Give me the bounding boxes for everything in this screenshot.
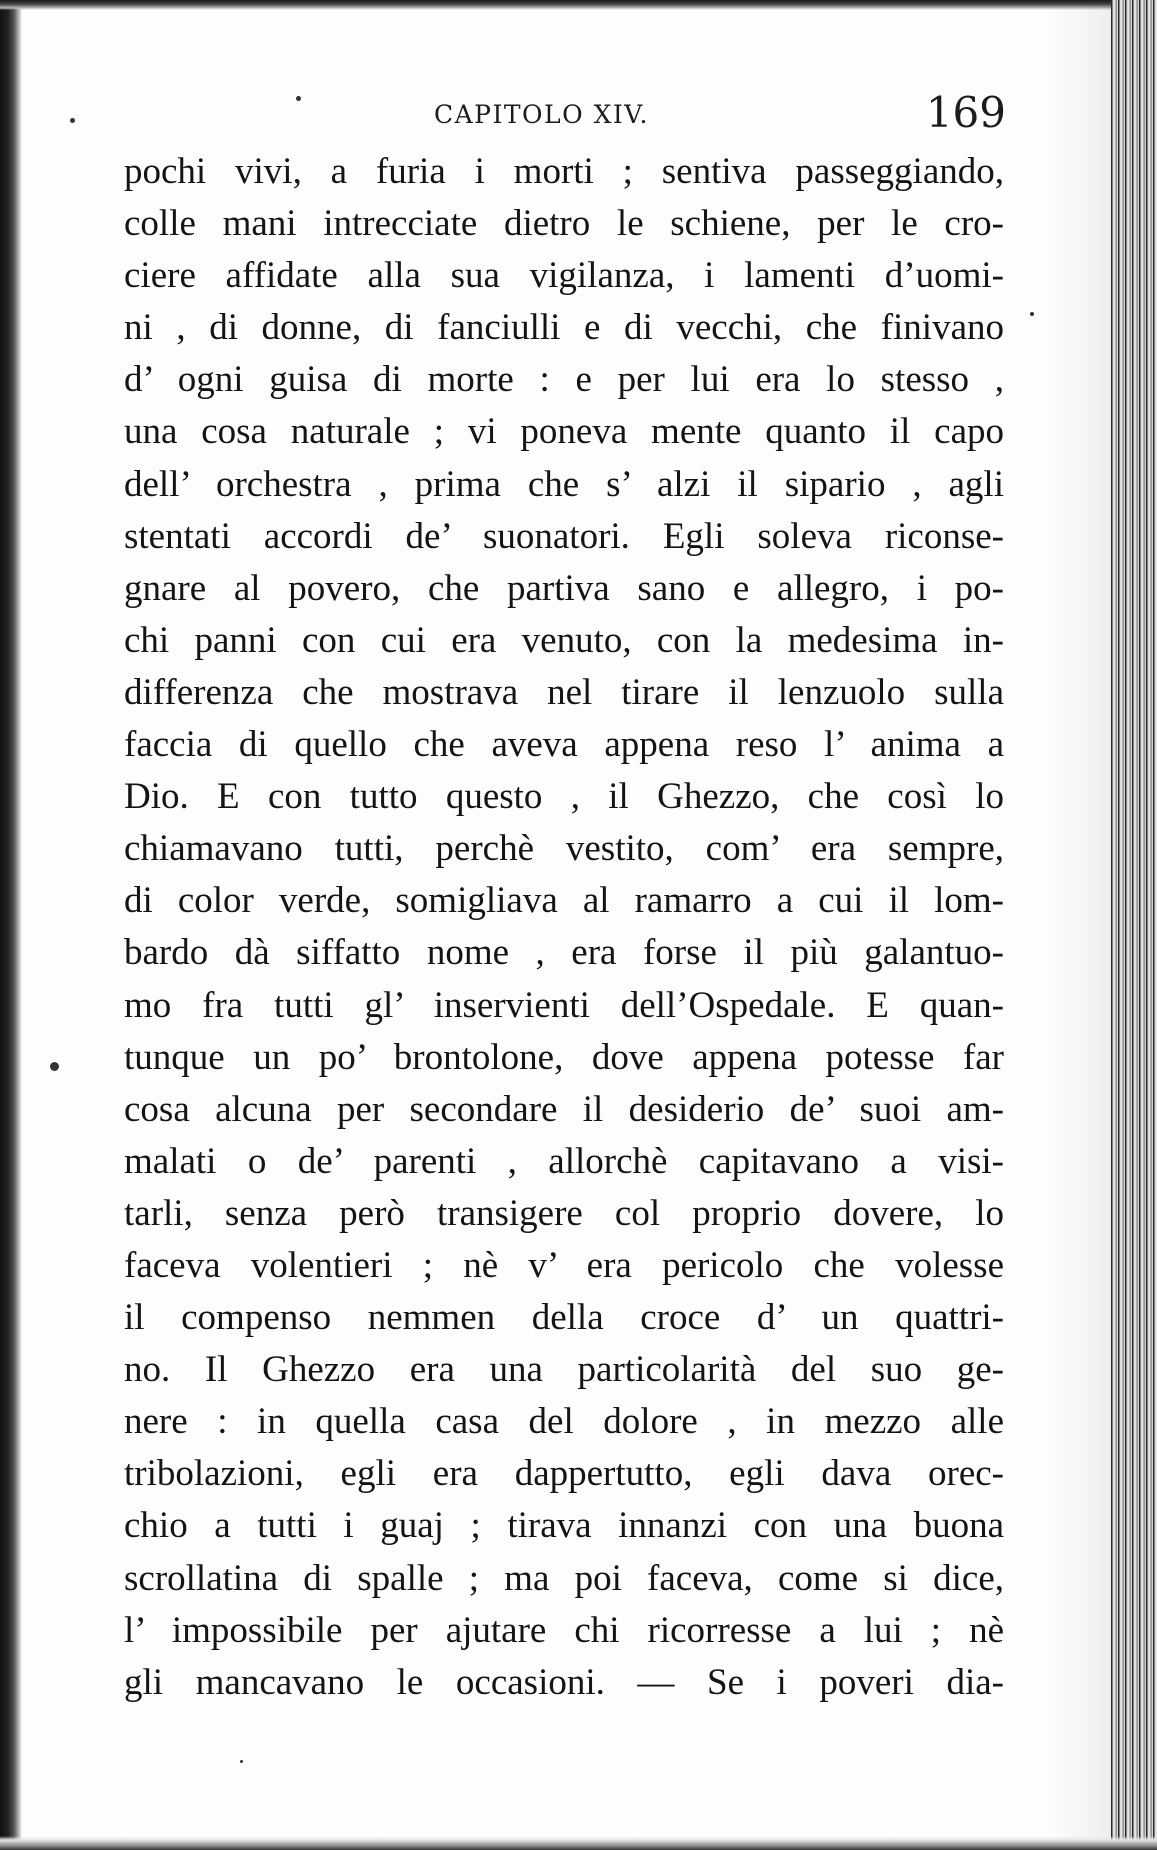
running-head: CAPITOLO XIV. [434,100,649,129]
text-line: gnare al povero, che partiva sano e allegro, i po- [124,567,1004,609]
text-line: di color verde, somigliava al ramarro a cui il lom- [124,880,1004,922]
text-line: stentati accordi de’ suonatori. Egli soleva riconse- [124,515,1004,557]
page-header [126,88,1006,138]
text-line: pochi vivi, a furia i morti ; sentiva passeggiando, [124,151,1004,192]
text-line: nere : in quella casa del dolore , in mezzo alle [124,1401,1004,1443]
text-line: no. Il Ghezzo era una particolarità del suo ge- [124,1349,1004,1391]
text-line: chi panni con cui era venuto, con la medesima in- [124,619,1004,661]
fore-edge [1111,0,1157,1850]
text-line: malati o de’ parenti , allorchè capitavano a visi- [124,1140,1004,1182]
text-line: colle mani intrecciate dietro le schiene, per le cro- [124,203,1004,245]
text-line: tribolazioni, egli era dappertutto, egli dava orec- [124,1453,1004,1495]
text-line: bardo dà siffatto nome , era forse il più galantuo- [124,932,1004,974]
fore-edge-shadow [1051,0,1111,1850]
binding-edge [0,0,22,1850]
text-line: scrollatina di spalle ; ma poi faceva, come si dice, [124,1557,1004,1599]
text-line: d’ ogni guisa di morte : e per lui era lo stesso , [124,359,1004,401]
top-edge [0,0,1157,10]
text-line: chiamavano tutti, perchè vestito, com’ era sempre, [124,828,1004,870]
bottom-edge [0,1836,1157,1850]
text-line: gli mancavano le occasioni. — Se i poveri dia- [124,1661,1004,1703]
text-line: cosa alcuna per secondare il desiderio de’ suoi am- [124,1088,1004,1130]
text-line: tunque un po’ brontolone, dove appena potesse far [124,1036,1004,1078]
scan-speck [70,118,75,123]
scan-speck [50,1062,59,1071]
text-line: differenza che mostrava nel tirare il lenzuolo sulla [124,671,1004,713]
scan-speck [240,1760,243,1763]
scan-speck [1030,312,1034,316]
text-line: Dio. E con tutto questo , il Ghezzo, che così lo [124,776,1004,818]
text-line: una cosa naturale ; vi poneva mente quanto il capo [124,411,1004,453]
text-line: faccia di quello che aveva appena reso l’ anima a [124,724,1004,766]
text-line: ni , di donne, di fanciulli e di vecchi, che finivano [124,307,1004,349]
text-line: mo fra tutti gl’ inservienti dell’Ospedale. E quan- [124,984,1004,1026]
body-text [124,146,1004,1709]
text-line: ciere affidate alla sua vigilanza, i lamenti d’uomi- [124,255,1004,297]
text-line: dell’ orchestra , prima che s’ alzi il sipario , agli [124,463,1004,505]
text-line: faceva volentieri ; nè v’ era pericolo che volesse [124,1244,1004,1286]
text-line: l’ impossibile per ajutare chi ricorresse a lui ; nè [124,1609,1004,1651]
page-number: 169 [925,88,1006,137]
text-line: il compenso nemmen della croce d’ un quattri- [124,1297,1004,1339]
text-line: tarli, senza però transigere col proprio dovere, lo [124,1192,1004,1234]
text-line: chio a tutti i guaj ; tirava innanzi con una buona [124,1505,1004,1547]
